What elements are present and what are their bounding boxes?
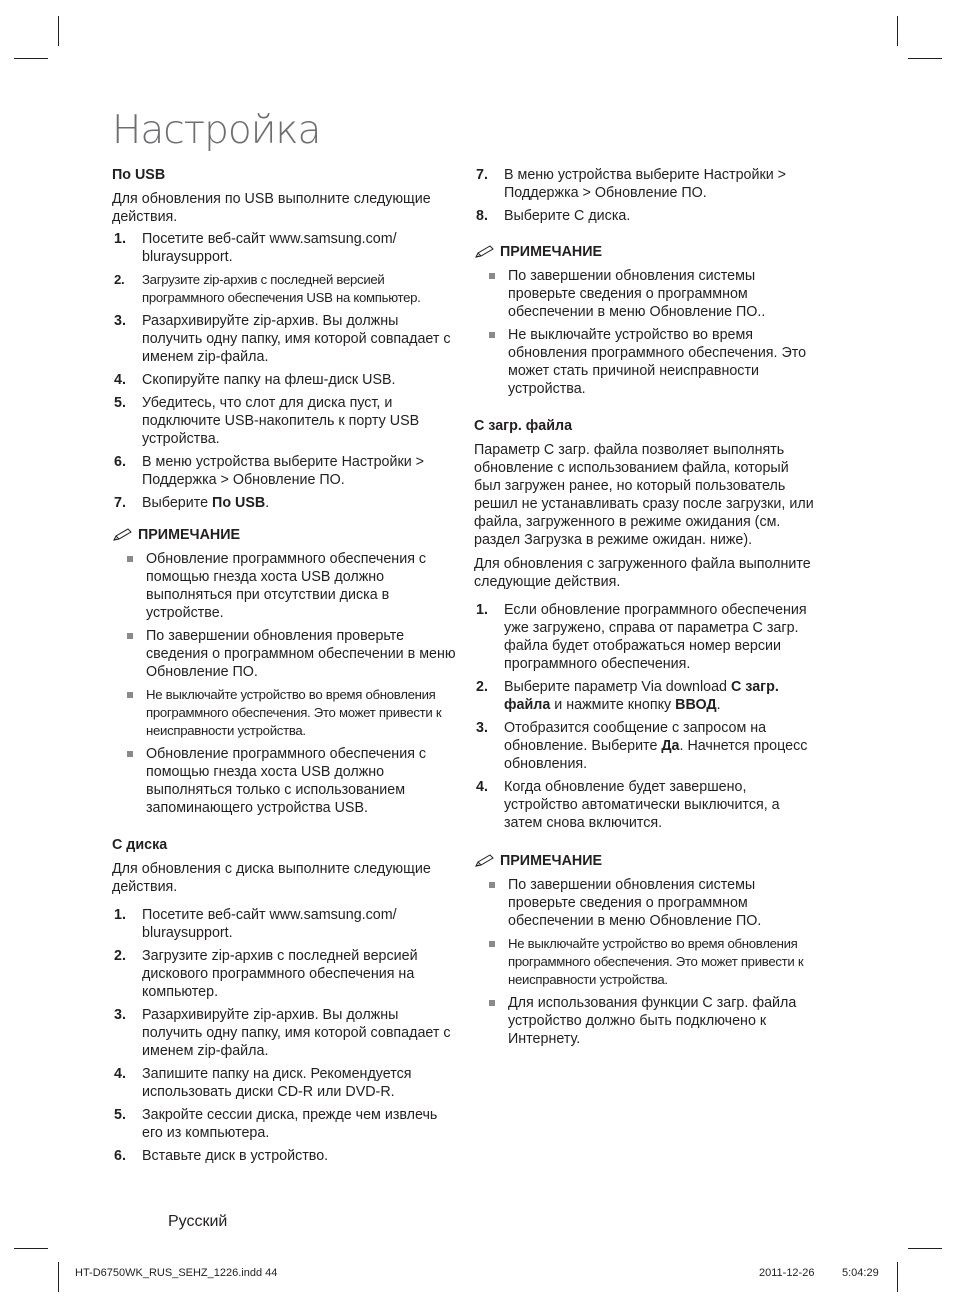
footer-date: 2011-12-26 <box>759 1267 815 1279</box>
footer-time: 5:04:29 <box>842 1267 879 1279</box>
list-item: Не выключайте устройство во время обновления программного обеспечения. Это может привести к неисправности устройства. <box>474 935 819 989</box>
list-item: Не выключайте устройство во время обновления программного обеспечения. Это может стать причиной неисправности устройства. <box>474 326 819 398</box>
bullet-icon <box>489 941 495 947</box>
crop-mark <box>14 58 48 59</box>
usb-steps <box>112 230 457 512</box>
bullet-icon <box>127 633 133 639</box>
usb-intro: Для обновления по USB выполните следующие действия. <box>112 191 431 225</box>
list-item: Обновление программного обеспечения с помощью гнезда хоста USB должно выполняться только с использованием запоминающего устройства USB. <box>112 745 457 817</box>
bullet-icon <box>489 273 495 279</box>
crop-mark <box>897 16 898 46</box>
download-notes <box>474 876 819 1048</box>
list-item: 4. Когда обновление будет завершено, устройство автоматически выключится, а затем снова включится. <box>476 779 780 831</box>
download-steps <box>474 601 819 832</box>
list-item: 5. Закройте сессии диска, прежде чем извлечь его из компьютера. <box>114 1107 438 1141</box>
crop-mark <box>58 1262 59 1292</box>
list-item: 1. Посетите веб-сайт www.samsung.com/ bluraysupport. <box>114 231 397 265</box>
crop-mark <box>58 16 59 46</box>
list-item: 6. Вставьте диск в устройство. <box>114 1148 329 1164</box>
crop-mark <box>897 1262 898 1292</box>
list-item: 1. Посетите веб-сайт www.samsung.com/ bluraysupport. <box>114 907 397 941</box>
list-item: Обновление программного обеспечения с помощью гнезда хоста USB должно выполняться при отсутствии диска в устройстве. <box>112 550 457 622</box>
disc-steps-continued <box>474 166 819 225</box>
list-item: По завершении обновления проверьте сведения о программном обеспечении в меню Обновление ПО. <box>112 627 457 681</box>
footer-file: HT-D6750WK_RUS_SEHZ_1226.indd 44 <box>75 1267 278 1279</box>
note-heading: ПРИМЕЧАНИЕ <box>112 526 457 544</box>
disc-notes <box>474 267 819 398</box>
list-item: Для использования функции С загр. файла устройство должно быть подключено к Интернету. <box>474 994 819 1048</box>
pencil-icon <box>112 528 134 542</box>
pencil-icon <box>474 245 496 259</box>
bullet-icon <box>127 751 133 757</box>
crop-mark <box>908 1248 942 1249</box>
note-heading: ПРИМЕЧАНИЕ <box>474 852 819 870</box>
bullet-icon <box>489 1000 495 1006</box>
bullet-icon <box>127 556 133 562</box>
list-item: 7. В меню устройства выберите Настройки > Поддержка > Обновление ПО. <box>476 167 787 201</box>
crop-mark <box>14 1248 48 1249</box>
usb-notes <box>112 550 457 817</box>
list-item: 1. Если обновление программного обеспечения уже загружено, справа от параметра С загр. файла будет отображаться номер версии программного обеспечения. <box>476 602 807 672</box>
crop-mark <box>908 58 942 59</box>
note-heading: ПРИМЕЧАНИЕ <box>474 243 819 261</box>
right-column <box>474 166 819 1053</box>
list-item: 5. Убедитесь, что слот для диска пуст, и подключите USB-накопитель к порту USB устройства. <box>114 395 420 447</box>
list-item: По завершении обновления системы проверьте сведения о программном обеспечении в меню Обновление ПО.. <box>474 267 819 321</box>
page-title: Настройка <box>112 108 321 153</box>
list-item: 8. Выберите С диска. <box>476 208 631 224</box>
disc-heading: С диска <box>112 837 168 853</box>
list-item: 4. Запишите папку на диск. Рекомендуется использовать диски CD-R или DVD-R. <box>114 1066 412 1100</box>
disc-steps <box>112 906 457 1165</box>
disc-intro: Для обновления с диска выполните следующие действия. <box>112 861 431 895</box>
download-intro-2: Для обновления с загруженного файла выполните следующие действия. <box>474 556 811 590</box>
list-item: 6. В меню устройства выберите Настройки > Поддержка > Обновление ПО. <box>114 454 425 488</box>
list-item: 3. Разархивируйте zip-архив. Вы должны получить одну папку, имя которой совпадает с именем zip-файла. <box>114 1007 451 1059</box>
list-item: 7. Выберите По USB. <box>114 495 270 511</box>
pencil-icon <box>474 854 496 868</box>
bullet-icon <box>489 882 495 888</box>
bullet-icon <box>489 332 495 338</box>
usb-heading: По USB <box>112 167 166 183</box>
list-item: По завершении обновления системы проверьте сведения о программном обеспечении в меню Обновление ПО. <box>474 876 819 930</box>
list-item: Не выключайте устройство во время обновления программного обеспечения. Это может привести к неисправности устройства. <box>112 686 457 740</box>
download-heading: С загр. файла <box>474 418 573 434</box>
list-item: 2. Выберите параметр Via download С загр. файла и нажмите кнопку ВВОД. <box>476 679 779 713</box>
list-item: 4. Скопируйте папку на флеш-диск USB. <box>114 372 396 388</box>
download-intro: Параметр С загр. файла позволяет выполнять обновление с использованием файла, который был загружен ранее, но который пользователь решил не устанавливать сразу после загрузки, или файла, загруженного в режиме ожидания (см. раздел Загрузка в режиме ожидан. ниже). <box>474 442 814 548</box>
list-item: 3. Разархивируйте zip-архив. Вы должны получить одну папку, имя которой совпадает с именем zip-файла. <box>114 313 451 365</box>
list-item: 3. Отобразится сообщение с запросом на обновление. Выберите Да. Начнется процесс обновления. <box>476 720 808 772</box>
bullet-icon <box>127 692 133 698</box>
list-item: 2. Загрузите zip-архив с последней версией программного обеспечения USB на компьютер. <box>114 272 421 305</box>
left-column <box>112 166 457 1170</box>
page-language: Русский <box>168 1213 228 1230</box>
list-item: 2. Загрузите zip-архив с последней версией дискового программного обеспечения на компьютер. <box>114 948 418 1000</box>
